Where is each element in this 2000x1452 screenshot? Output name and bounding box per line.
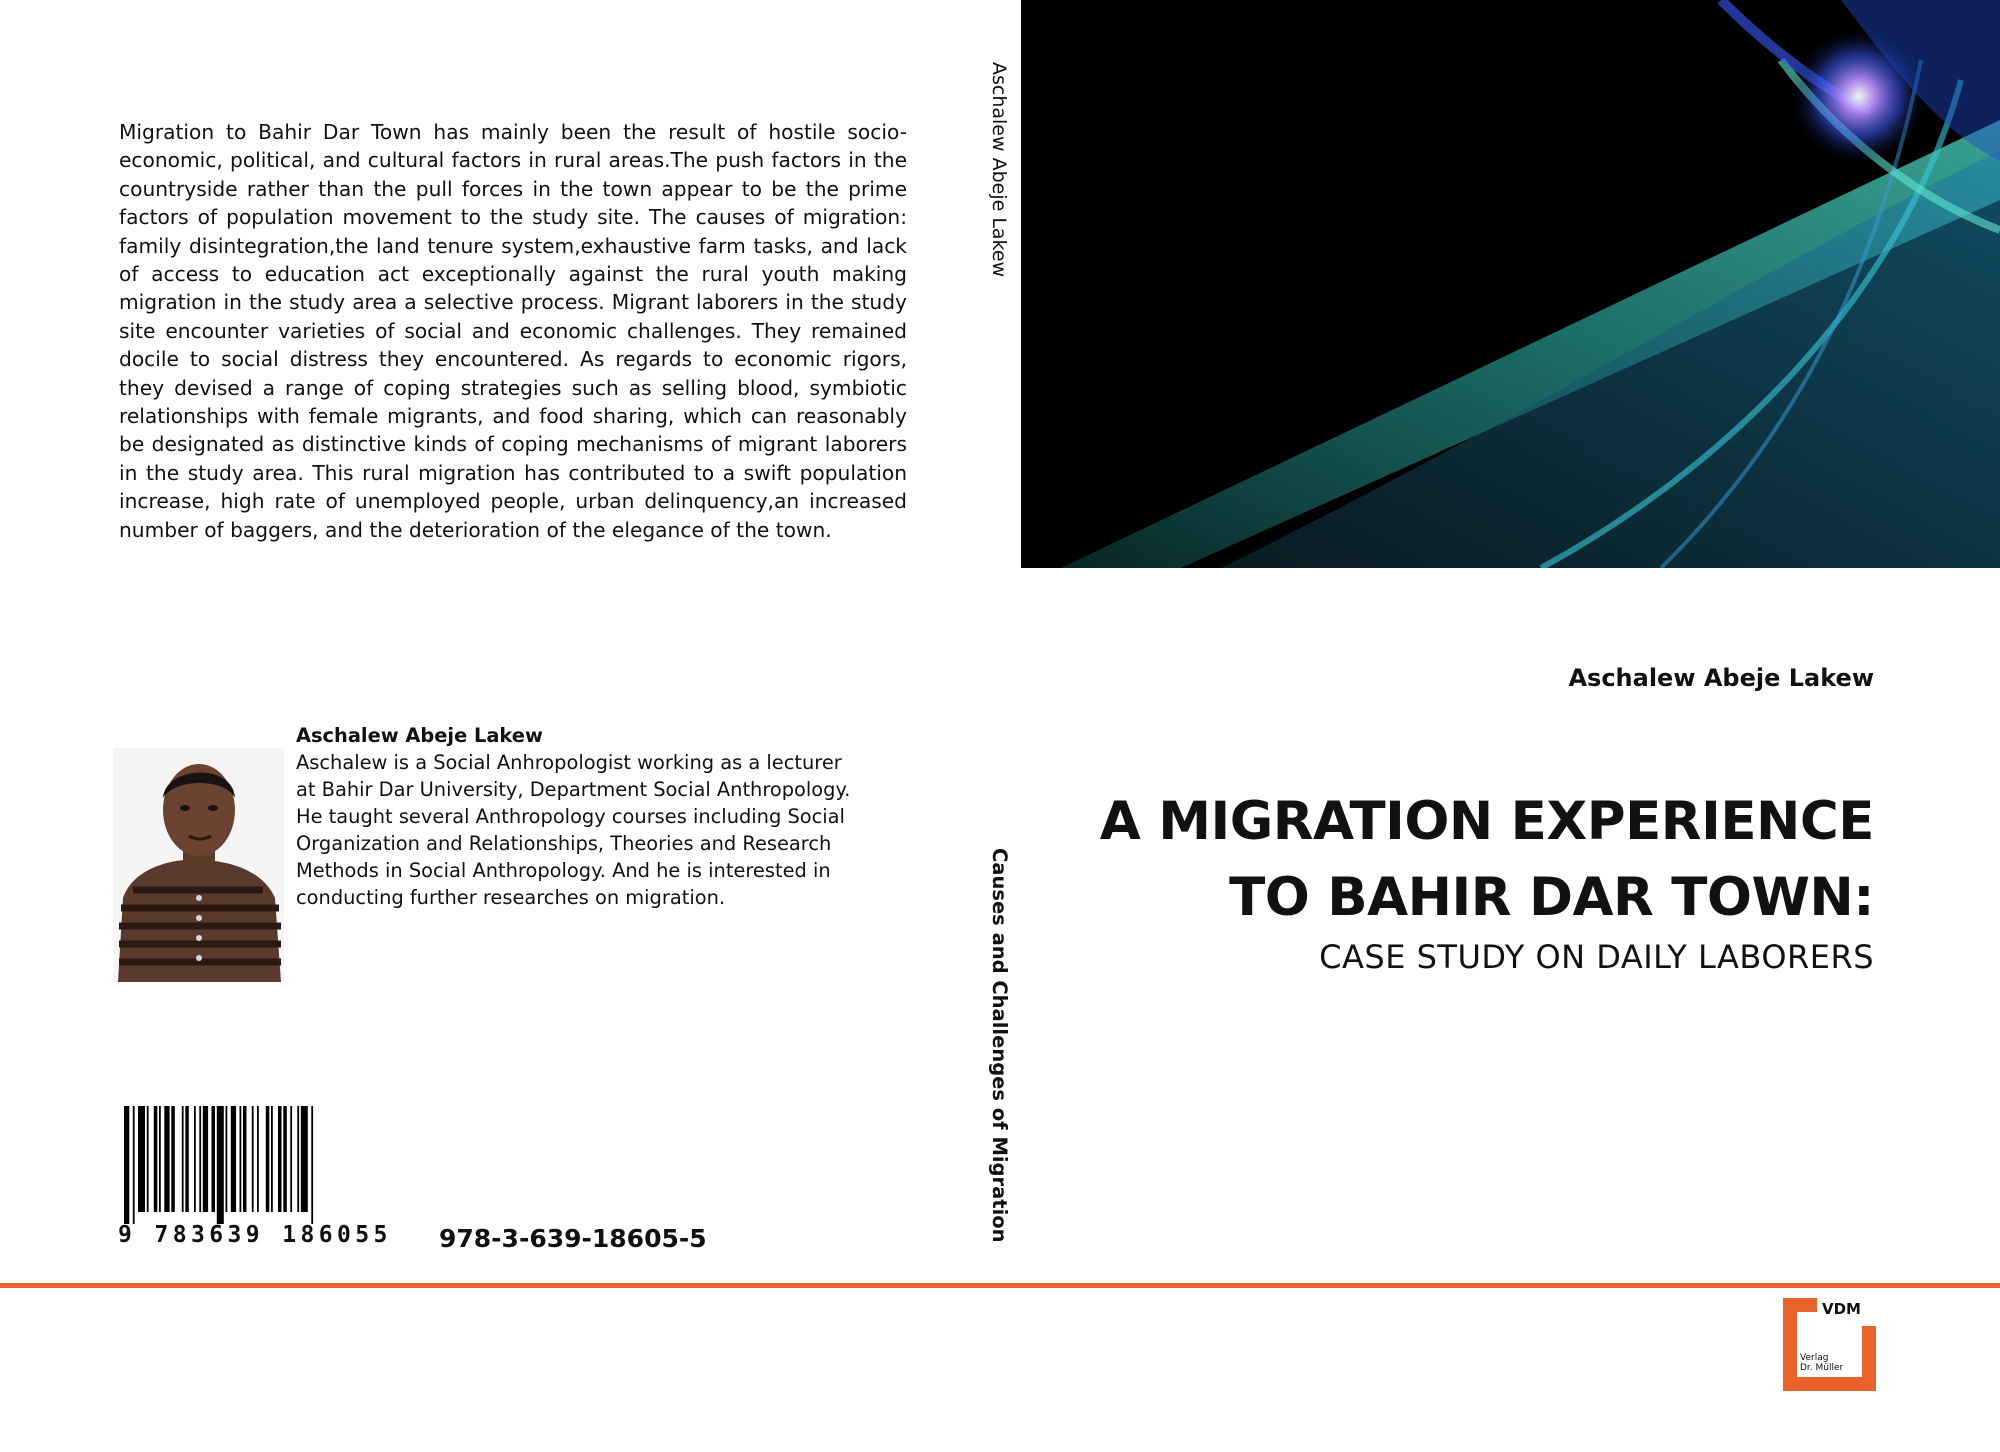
title-line-2: TO BAHIR DAR TOWN:	[1229, 867, 1874, 928]
barcode-bar	[231, 1106, 236, 1212]
front-cover-subtitle: CASE STUDY ON DAILY LABORERS	[1319, 938, 1874, 976]
barcode-bar	[133, 1106, 135, 1224]
barcode-bar	[154, 1106, 158, 1212]
barcode-bar	[171, 1106, 175, 1212]
barcode-bar	[185, 1106, 189, 1212]
barcode-bar	[164, 1106, 169, 1212]
author-photo	[113, 748, 284, 982]
barcode-bar	[138, 1106, 145, 1212]
title-line-1: A MIGRATION EXPERIENCE	[1099, 791, 1874, 852]
barcode-bar	[212, 1106, 216, 1212]
front-cover-author: Aschalew Abeje Lakew	[1568, 664, 1874, 692]
isbn-number: 978-3-639-18605-5	[439, 1224, 707, 1253]
barcode-bar	[283, 1106, 287, 1212]
barcode-bar	[243, 1106, 247, 1212]
barcode-bar	[182, 1106, 184, 1212]
barcode-bar	[199, 1106, 201, 1212]
barcode-bar	[290, 1106, 292, 1212]
spine-author: Aschalew Abeje Lakew	[988, 62, 1010, 278]
publisher-logo-text: VDM	[1822, 1300, 1861, 1318]
barcode-bar	[194, 1106, 196, 1212]
back-cover-blurb: Migration to Bahir Dar Town has mainly been the result of hostile socio-economic, political, and cultural factors in rural areas.The push factors in the countryside rather than the pull forces in the town appear to be the prime factors of population movement to the study site. The causes of migration: family disintegration,the land tenure system,exhaustive farm tasks, and lack of access to education act exceptionally against the rural youth making migration in the study area a selective process. Migrant laborers in the study site encounter varieties of social and economic challenges. They remained docile to social distress they encountered. As regards to economic rigors, they devised a range of coping strategies such as selling blood, symbiotic relationships with female migrants, and food sharing, which can reasonably be designated as distinctive kinds of coping mechanisms of migrant laborers in the study area. This rural migration has contributed to a swift population increase, high rate of unemployed people, urban delinquency,an increased number of baggers, and the deterioration of the elegance of the town.	[119, 120, 907, 542]
barcode-bar	[217, 1106, 224, 1224]
barcode-digits: 9 783639 186055	[118, 1222, 392, 1248]
barcode-bar	[226, 1106, 228, 1212]
barcode-bar	[278, 1106, 282, 1212]
barcode-bar	[257, 1106, 259, 1212]
barcode-bar	[297, 1106, 299, 1212]
publisher-logo	[1783, 1298, 1876, 1391]
orange-divider-line	[0, 1283, 2000, 1288]
spine-subtitle: Causes and Challenges of Migration	[988, 848, 1011, 1243]
front-cover-title	[974, 784, 1874, 936]
author-bio	[296, 722, 856, 911]
barcode-bar	[203, 1106, 208, 1212]
barcode-bar	[266, 1106, 270, 1212]
barcode-bar	[252, 1106, 254, 1212]
publisher-logo-small: Verlag Dr. Müller	[1800, 1353, 1844, 1373]
barcode-bar	[124, 1106, 129, 1224]
front-cover-artwork	[1021, 0, 2000, 568]
barcode-bar	[311, 1106, 313, 1224]
bio-author-name: Aschalew Abeje Lakew	[296, 724, 543, 747]
barcode-bar	[159, 1106, 161, 1212]
barcode-bar	[301, 1106, 308, 1212]
barcode-bar	[271, 1106, 273, 1212]
barcode-bar	[240, 1106, 242, 1212]
barcode-bar	[147, 1106, 149, 1212]
bio-text: Aschalew is a Social Anhropologist working as a lecturer at Bahir Dar University, Department Social Anthropology. He taught several Anthropology courses including Social Organization and Relationships, Theories and Research Methods in Social Anthropology. And he is interested in conducting further researches on migration.	[296, 751, 851, 909]
